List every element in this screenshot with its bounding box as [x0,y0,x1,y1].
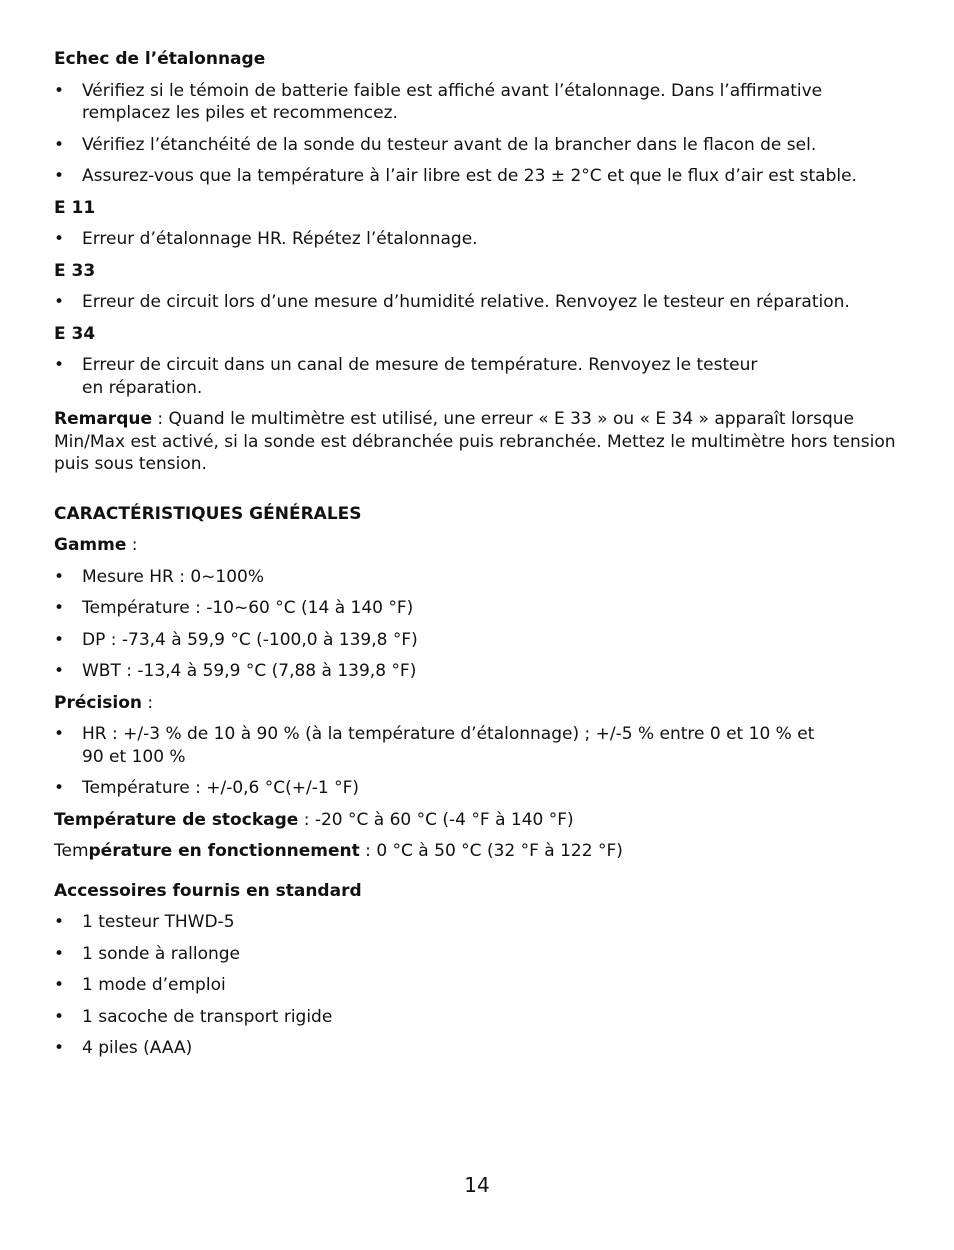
range-list [54,566,914,589]
list-item: • Température : -10~60 °C (14 à 140 °F) [54,598,414,618]
list-item: • 1 testeur THWD-5 [54,912,235,932]
bullet-icon: • [54,629,65,650]
calibration-failure-heading: Echec de l’étalonnage [54,49,266,69]
bullet-icon: • [54,229,65,249]
list-item: • 1 sonde à rallonge [54,943,241,964]
bullet-icon: • [54,598,65,618]
bullet-icon: • [54,80,65,101]
bullet-icon: • [54,355,65,375]
bullet-icon: • [54,912,65,932]
bullet-icon: • [54,661,65,681]
list-item: • Vérifiez si le témoin de batterie faible est affiché avant l’étalonnage. Dans l’affirmative remplacez les piles et recommencez. [54,80,823,123]
accessories-heading: Accessoires fournis en standard [54,880,362,901]
list-item: • Mesure HR : 0~100% [54,566,265,587]
bullet-icon: • [54,943,65,964]
list-item: • Erreur de circuit dans un canal de mesure de température. Renvoyez le testeur en réparation. [54,355,758,398]
accuracy-label: Précision : [54,692,154,713]
list-item: • DP : -73,4 à 59,9 °C (-100,0 à 139,8 °F) [54,629,418,650]
bullet-icon: • [54,292,65,312]
bullet-icon: • [54,778,65,798]
bullet-icon: • [54,724,65,744]
bullet-icon: • [54,975,65,995]
list-item: • 4 piles (AAA) [54,1038,193,1058]
page-number: 14 [464,1173,490,1197]
list-item: • HR : +/-3 % de 10 à 90 % (à la température d’étalonnage) ; +/-5 % entre 0 et 10 % et 90 et 100 % [54,724,815,767]
range-label: Gamme : [54,535,138,555]
list-item: • Assurez-vous que la température à l’air libre est de 23 ± 2°C et que le flux d’air est stable. [54,166,857,186]
manual-page [54,48,914,1060]
error-code-e11: E 11 [54,197,96,218]
error-code-e34: E 34 [54,323,96,344]
accuracy-list [54,723,914,768]
accessories-list [54,911,914,934]
operating-temperature: Température en fonctionnement : 0 °C à 50 °C (32 °F à 122 °F) [54,841,623,861]
storage-temperature: Température de stockage : -20 °C à 60 °C (-4 °F à 140 °F) [54,809,574,830]
list-item: • WBT : -13,4 à 59,9 °C (7,88 à 139,8 °F) [54,661,417,681]
bullet-icon: • [54,134,65,155]
bullet-icon: • [54,1038,65,1058]
list-item: • Erreur d’étalonnage HR. Répétez l’étalonnage. [54,229,478,249]
error-code-e33: E 33 [54,260,96,281]
bullet-icon: • [54,1006,65,1027]
calibration-failure-list [54,80,914,125]
list-item: • Erreur de circuit lors d’une mesure d’humidité relative. Renvoyez le testeur en réparation. [54,292,850,312]
bullet-icon: • [54,166,65,186]
remark-label: Remarque [54,409,152,429]
bullet-icon: • [54,566,65,587]
specs-heading: CARACTÉRISTIQUES GÉNÉRALES [54,503,362,524]
list-item: • 1 mode d’emploi [54,975,226,995]
list-item: • Température : +/-0,6 °C(+/-1 °F) [54,778,360,798]
list-item: • Vérifiez l’étanchéité de la sonde du testeur avant de la brancher dans le flacon de sel. [54,134,817,155]
list-item: • 1 sacoche de transport rigide [54,1006,333,1027]
remark-paragraph: Remarque : Quand le multimètre est utilisé, une erreur « E 33 » ou « E 34 » apparaît lorsque Min/Max est activé, si la sonde est débranchée puis rebranchée. Mettez le multimètre hors tension puis sous tension. [54,409,896,474]
